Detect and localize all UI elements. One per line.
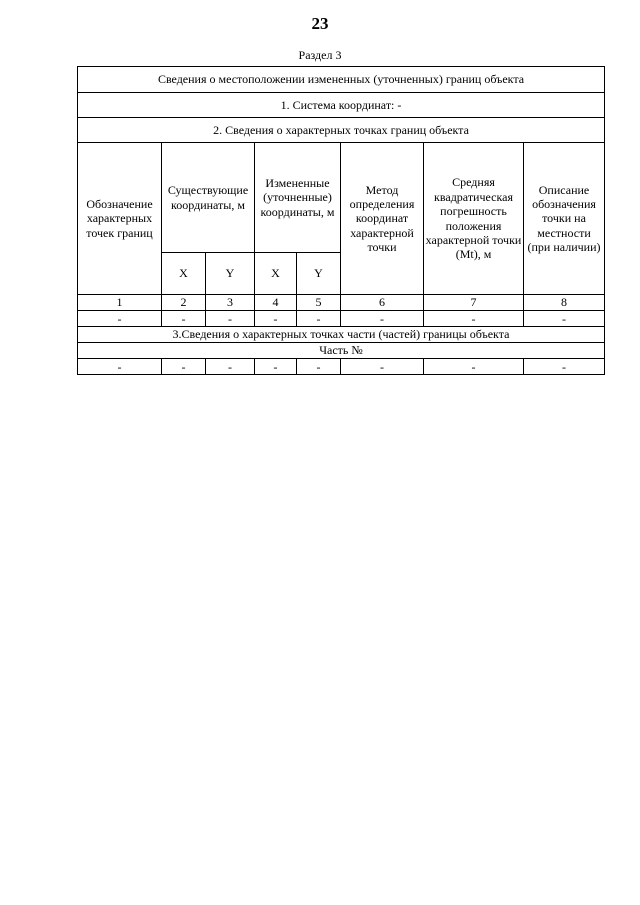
table-cell: - — [78, 311, 162, 327]
table-cell: - — [206, 311, 255, 327]
parts-data-row — [78, 359, 605, 375]
table-cell: - — [162, 359, 206, 375]
axis-y-existing: Y — [206, 253, 255, 295]
parts-heading-row: 3.Сведения о характерных точках части (частей) границы объекта — [78, 327, 605, 343]
points-data-row — [78, 311, 605, 327]
table-cell: - — [297, 311, 341, 327]
section-label: Раздел 3 — [298, 48, 342, 62]
table-cell: - — [162, 311, 206, 327]
column-number: 6 — [341, 295, 424, 311]
table-cell: - — [524, 359, 605, 375]
column-number: 5 — [297, 295, 341, 311]
table-cell: - — [424, 359, 524, 375]
table-cell: - — [206, 359, 255, 375]
header-description: Описание обозначения точки на местности (при наличии) — [524, 143, 605, 295]
column-number: 1 — [78, 295, 162, 311]
header-accuracy: Средняя квадратическая погрешность положения характерной точки (Mt), м — [424, 143, 524, 295]
axis-x-existing: X — [162, 253, 206, 295]
column-number: 2 — [162, 295, 206, 311]
coord-system-row: 1. Система координат: - — [78, 93, 605, 118]
header-changed-coords: Измененные (уточненные) координаты, м — [255, 143, 341, 253]
column-number-row — [78, 295, 605, 311]
boundary-table — [77, 66, 605, 375]
table-title: Сведения о местоположении измененных (уточненных) границ объекта — [78, 67, 605, 93]
header-method: Метод определения координат характерной точки — [341, 143, 424, 295]
table-cell: - — [524, 311, 605, 327]
axis-y-changed: Y — [297, 253, 341, 295]
column-number: 7 — [424, 295, 524, 311]
table-cell: - — [297, 359, 341, 375]
table-cell: - — [341, 359, 424, 375]
column-number: 3 — [206, 295, 255, 311]
column-number: 4 — [255, 295, 297, 311]
table-cell: - — [255, 311, 297, 327]
header-designation: Обозначение характерных точек границ — [78, 143, 162, 295]
page-number: 23 — [311, 14, 329, 33]
header-existing-coords: Существующие координаты, м — [162, 143, 255, 253]
table-cell: - — [78, 359, 162, 375]
table-cell: - — [424, 311, 524, 327]
points-heading-row: 2. Сведения о характерных точках границ объекта — [78, 118, 605, 143]
table-cell: - — [341, 311, 424, 327]
part-number-row: Часть № — [78, 343, 605, 359]
table-cell: - — [255, 359, 297, 375]
axis-x-changed: X — [255, 253, 297, 295]
column-number: 8 — [524, 295, 605, 311]
